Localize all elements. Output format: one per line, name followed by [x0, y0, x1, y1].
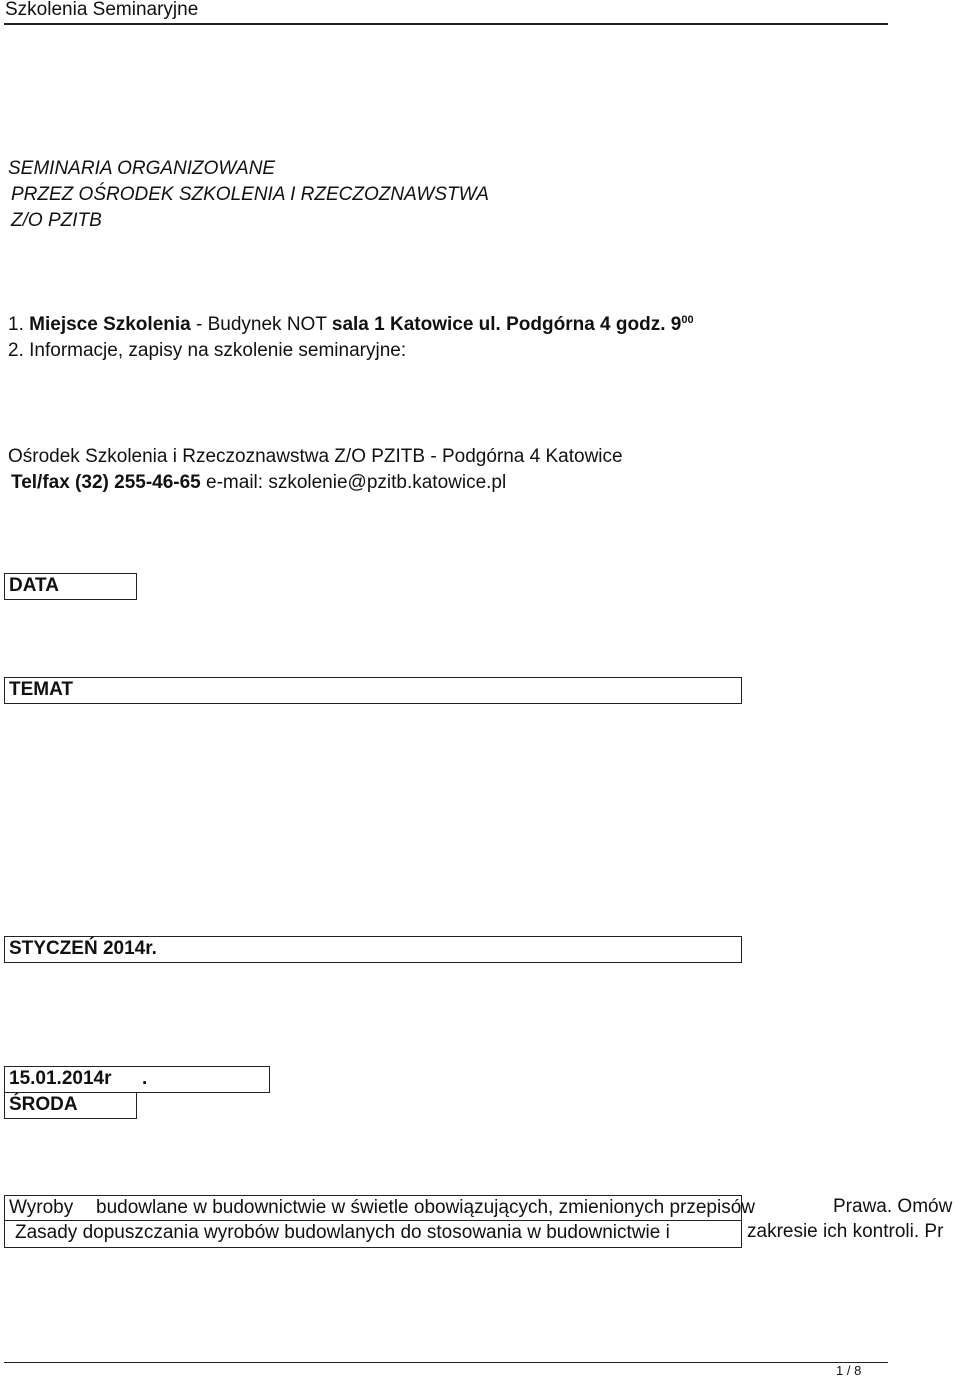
topic-line-1-end: Prawa. Omów [833, 1196, 953, 1217]
contact-phone: Tel/fax (32) 255-46-65 [11, 472, 201, 493]
topic-line-1-middle: budowlane w budownictwie w świetle obowiązujących, zmienionych przepisów [96, 1197, 755, 1218]
time-superscript: 00 [681, 314, 694, 326]
info-item-number: 1. [8, 314, 24, 335]
day-cell [4, 1092, 137, 1119]
day-value: ŚRODA [9, 1094, 78, 1115]
date-value: 15.01.2014r [9, 1068, 112, 1089]
month-label: STYCZEŃ 2014r. [9, 938, 157, 959]
info-item-registration: 2. Informacje, zapisy na szkolenie seminaryjne: [8, 340, 407, 361]
date-cell [4, 1066, 270, 1093]
location-building: Budynek NOT [207, 314, 327, 335]
temat-column-header [4, 677, 742, 704]
topic-line-1-box [4, 1195, 755, 1221]
heading-line-1: SEMINARIA ORGANIZOWANE [8, 158, 276, 179]
heading-line-2: PRZEZ OŚRODEK SZKOLENIA I RZECZOZNAWSTWA [11, 184, 489, 205]
location-separator: - [196, 314, 203, 335]
page-number: 1 / 8 [836, 1363, 862, 1378]
month-header [4, 936, 742, 963]
location-time: godz. 9 [615, 314, 682, 335]
topic-line-2-box [4, 1220, 742, 1248]
footer-divider [4, 1362, 888, 1363]
header-divider [4, 23, 888, 25]
contact-details [11, 472, 506, 494]
temat-header-label: TEMAT [9, 679, 74, 700]
info-item-location [8, 314, 694, 336]
data-header-label: DATA [9, 575, 59, 596]
data-column-header [4, 573, 137, 600]
topic-line-2-end: zakresie ich kontroli. Pr [747, 1221, 944, 1242]
heading-line-3: Z/O PZITB [11, 210, 102, 231]
contact-organization: Ośrodek Szkolenia i Rzeczoznawstwa Z/O PZITB - Podgórna 4 Katowice [8, 446, 623, 467]
topic-line-2-start: Zasady dopuszczania wyrobów budowlanych do stosowania w budownictwie i [15, 1222, 670, 1243]
location-address: sala 1 Katowice ul. Podgórna 4 [331, 314, 611, 335]
topic-line-1-start: Wyroby [9, 1197, 74, 1218]
document-header-title: Szkolenia Seminaryjne [5, 0, 199, 20]
contact-email[interactable]: e-mail: szkolenie@pzitb.katowice.pl [206, 472, 507, 493]
location-label: Miejsce Szkolenia [29, 314, 191, 335]
date-dot: . [142, 1068, 148, 1089]
